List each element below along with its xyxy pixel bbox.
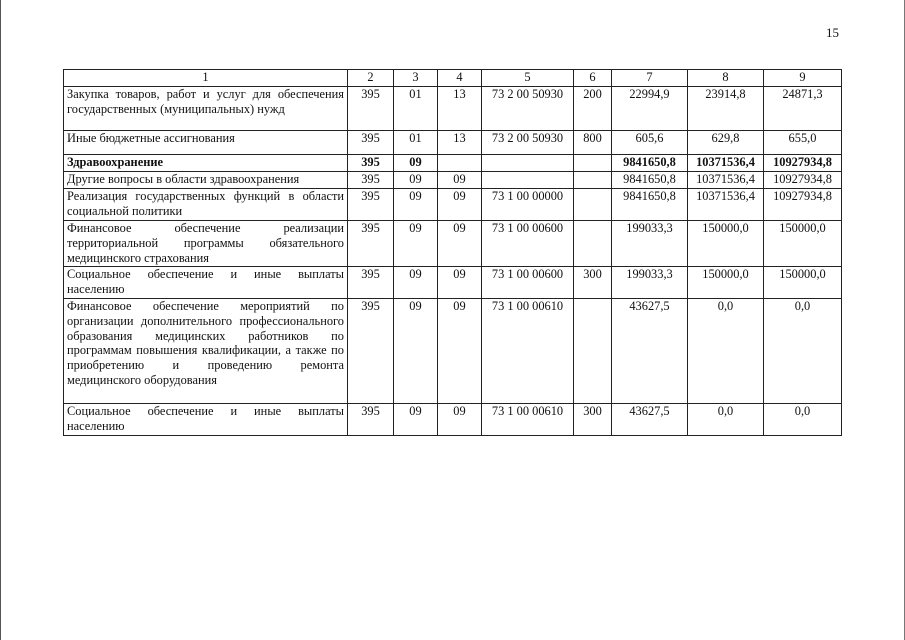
code-cell: 300 <box>574 404 612 436</box>
code-cell: 395 <box>348 267 394 299</box>
code-cell <box>574 299 612 404</box>
code-cell: 73 2 00 50930 <box>482 131 574 155</box>
header-cell: 3 <box>394 70 438 87</box>
header-cell: 9 <box>764 70 842 87</box>
code-cell: 09 <box>394 221 438 267</box>
code-cell: 395 <box>348 131 394 155</box>
code-cell: 09 <box>394 404 438 436</box>
amount-cell: 199033,3 <box>612 221 688 267</box>
code-cell: 09 <box>394 299 438 404</box>
code-cell <box>574 155 612 172</box>
code-cell: 09 <box>394 155 438 172</box>
amount-cell: 10371536,4 <box>688 155 764 172</box>
table-row <box>64 131 842 155</box>
code-cell: 73 1 00 00000 <box>482 189 574 221</box>
code-cell: 800 <box>574 131 612 155</box>
code-cell: 395 <box>348 172 394 189</box>
amount-cell: 150000,0 <box>764 267 842 299</box>
amount-cell: 150000,0 <box>764 221 842 267</box>
code-cell: 200 <box>574 87 612 131</box>
amount-cell: 0,0 <box>764 299 842 404</box>
amount-cell: 605,6 <box>612 131 688 155</box>
code-cell: 09 <box>438 189 482 221</box>
amount-cell: 10371536,4 <box>688 172 764 189</box>
amount-cell: 9841650,8 <box>612 189 688 221</box>
code-cell: 73 1 00 00600 <box>482 221 574 267</box>
code-cell: 73 1 00 00610 <box>482 404 574 436</box>
code-cell: 01 <box>394 87 438 131</box>
code-cell <box>574 221 612 267</box>
code-cell <box>438 155 482 172</box>
amount-cell: 9841650,8 <box>612 155 688 172</box>
amount-cell: 655,0 <box>764 131 842 155</box>
code-cell: 395 <box>348 189 394 221</box>
code-cell: 73 1 00 00610 <box>482 299 574 404</box>
page-number: 15 <box>826 25 839 40</box>
table-row <box>64 404 842 436</box>
code-cell: 09 <box>394 172 438 189</box>
page-edge-left <box>0 0 1 640</box>
code-cell: 73 1 00 00600 <box>482 267 574 299</box>
header-cell: 2 <box>348 70 394 87</box>
row-name-cell: Закупка товаров, работ и услуг для обеспечения государственных (муниципальных) нужд <box>64 87 348 131</box>
code-cell <box>574 172 612 189</box>
code-cell: 09 <box>438 299 482 404</box>
amount-cell: 150000,0 <box>688 221 764 267</box>
row-name-cell: Реализация государственных функций в области социальной политики <box>64 189 348 221</box>
table-row <box>64 189 842 221</box>
amount-cell: 0,0 <box>688 404 764 436</box>
amount-cell: 10927934,8 <box>764 172 842 189</box>
amount-cell: 23914,8 <box>688 87 764 131</box>
amount-cell: 629,8 <box>688 131 764 155</box>
table-row <box>64 267 842 299</box>
amount-cell: 9841650,8 <box>612 172 688 189</box>
code-cell: 01 <box>394 131 438 155</box>
table-row <box>64 221 842 267</box>
code-cell: 09 <box>438 221 482 267</box>
amount-cell: 199033,3 <box>612 267 688 299</box>
code-cell: 09 <box>438 267 482 299</box>
row-name-cell: Здравоохранение <box>64 155 348 172</box>
code-cell <box>574 189 612 221</box>
code-cell: 395 <box>348 404 394 436</box>
code-cell: 395 <box>348 155 394 172</box>
code-cell: 395 <box>348 87 394 131</box>
code-cell: 300 <box>574 267 612 299</box>
code-cell <box>482 172 574 189</box>
row-name-cell: Финансовое обеспечение мероприятий по организации дополнительного профессионального образования медицинских работников по программам повышения квалификации, а также по приобретению и проведению ремонта медицинского оборудования <box>64 299 348 404</box>
header-cell: 5 <box>482 70 574 87</box>
header-cell: 6 <box>574 70 612 87</box>
code-cell: 13 <box>438 87 482 131</box>
amount-cell: 24871,3 <box>764 87 842 131</box>
table-header-row <box>64 70 842 87</box>
amount-cell: 43627,5 <box>612 299 688 404</box>
header-cell: 7 <box>612 70 688 87</box>
amount-cell: 10927934,8 <box>764 155 842 172</box>
code-cell: 73 2 00 50930 <box>482 87 574 131</box>
amount-cell: 10371536,4 <box>688 189 764 221</box>
row-name-cell: Другие вопросы в области здравоохранения <box>64 172 348 189</box>
table-row <box>64 87 842 131</box>
code-cell: 09 <box>394 267 438 299</box>
header-cell: 8 <box>688 70 764 87</box>
table-row-section <box>64 155 842 172</box>
amount-cell: 22994,9 <box>612 87 688 131</box>
code-cell: 395 <box>348 299 394 404</box>
budget-table <box>63 69 842 436</box>
row-name-cell: Социальное обеспечение и иные выплаты населению <box>64 404 348 436</box>
table-row <box>64 299 842 404</box>
amount-cell: 43627,5 <box>612 404 688 436</box>
table-row <box>64 172 842 189</box>
code-cell: 395 <box>348 221 394 267</box>
code-cell: 13 <box>438 131 482 155</box>
code-cell: 09 <box>438 404 482 436</box>
header-cell: 4 <box>438 70 482 87</box>
row-name-cell: Иные бюджетные ассигнования <box>64 131 348 155</box>
row-name-cell: Финансовое обеспечение реализации территориальной программы обязательного медицинского страхования <box>64 221 348 267</box>
amount-cell: 10927934,8 <box>764 189 842 221</box>
amount-cell: 0,0 <box>688 299 764 404</box>
amount-cell: 150000,0 <box>688 267 764 299</box>
code-cell: 09 <box>394 189 438 221</box>
amount-cell: 0,0 <box>764 404 842 436</box>
header-cell: 1 <box>64 70 348 87</box>
row-name-cell: Социальное обеспечение и иные выплаты населению <box>64 267 348 299</box>
code-cell: 09 <box>438 172 482 189</box>
code-cell <box>482 155 574 172</box>
